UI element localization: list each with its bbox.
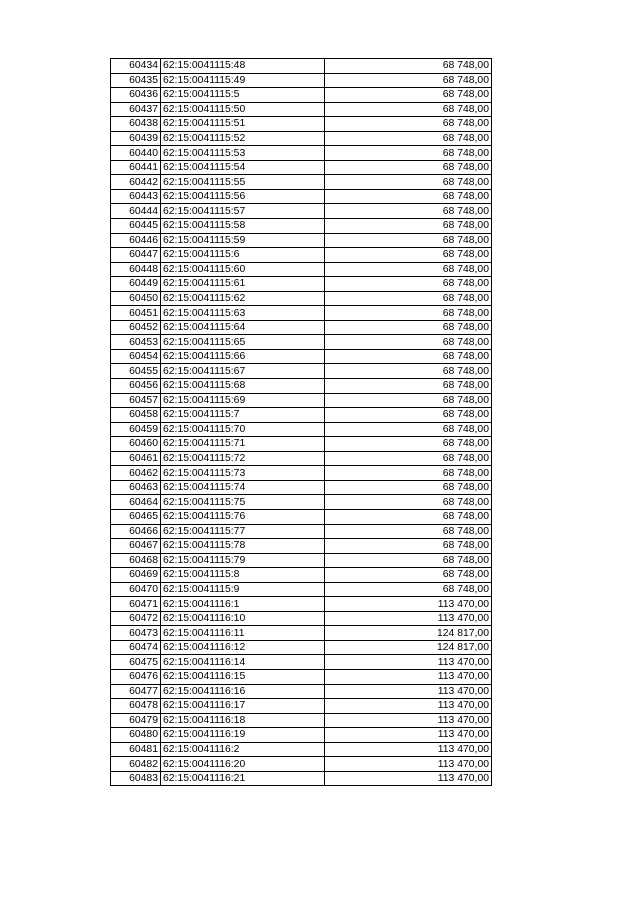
cadastral-value-cell: 68 748,00 — [325, 495, 492, 510]
cadastral-number-cell: 62:15:0041116:12 — [161, 640, 325, 655]
cadastral-number-cell: 62:15:0041115:76 — [161, 509, 325, 524]
cadastral-number-cell: 62:15:0041116:19 — [161, 728, 325, 743]
cadastral-value-cell: 68 748,00 — [325, 73, 492, 88]
row-number-cell: 60482 — [111, 757, 161, 772]
table-row — [111, 669, 492, 684]
table-row — [111, 684, 492, 699]
table-row — [111, 277, 492, 292]
cadastral-value-cell: 113 470,00 — [325, 684, 492, 699]
row-number-cell: 60464 — [111, 495, 161, 510]
row-number-cell: 60471 — [111, 597, 161, 612]
cadastral-value-cell: 68 748,00 — [325, 59, 492, 74]
cadastral-value-cell: 68 748,00 — [325, 88, 492, 103]
cadastral-number-cell: 62:15:0041115:9 — [161, 582, 325, 597]
table-row — [111, 320, 492, 335]
cadastral-number-cell: 62:15:0041115:7 — [161, 408, 325, 423]
cadastral-number-cell: 62:15:0041115:78 — [161, 539, 325, 554]
row-number-cell: 60435 — [111, 73, 161, 88]
cadastral-number-cell: 62:15:0041116:11 — [161, 626, 325, 641]
cadastral-number-cell: 62:15:0041115:74 — [161, 480, 325, 495]
cadastral-value-cell: 113 470,00 — [325, 699, 492, 714]
table-row — [111, 131, 492, 146]
table-row — [111, 742, 492, 757]
row-number-cell: 60453 — [111, 335, 161, 350]
row-number-cell: 60454 — [111, 349, 161, 364]
cadastral-value-cell: 68 748,00 — [325, 160, 492, 175]
cadastral-number-cell: 62:15:0041115:58 — [161, 219, 325, 234]
row-number-cell: 60437 — [111, 102, 161, 117]
table-row — [111, 393, 492, 408]
cadastral-number-cell: 62:15:0041115:71 — [161, 437, 325, 452]
cadastral-number-cell: 62:15:0041115:60 — [161, 262, 325, 277]
cadastral-number-cell: 62:15:0041115:68 — [161, 379, 325, 394]
cadastral-value-cell: 68 748,00 — [325, 233, 492, 248]
cadastral-number-cell: 62:15:0041115:70 — [161, 422, 325, 437]
table-row — [111, 451, 492, 466]
table-row — [111, 175, 492, 190]
table-row — [111, 102, 492, 117]
cadastral-value-cell: 68 748,00 — [325, 582, 492, 597]
row-number-cell: 60434 — [111, 59, 161, 74]
table-row — [111, 757, 492, 772]
cadastral-value-cell: 124 817,00 — [325, 640, 492, 655]
row-number-cell: 60462 — [111, 466, 161, 481]
cadastral-number-cell: 62:15:0041116:1 — [161, 597, 325, 612]
cadastral-value-cell: 68 748,00 — [325, 364, 492, 379]
cadastral-number-cell: 62:15:0041115:77 — [161, 524, 325, 539]
cadastral-number-cell: 62:15:0041116:17 — [161, 699, 325, 714]
cadastral-value-cell: 113 470,00 — [325, 713, 492, 728]
cadastral-value-cell: 68 748,00 — [325, 248, 492, 263]
row-number-cell: 60438 — [111, 117, 161, 132]
cadastral-value-cell: 68 748,00 — [325, 379, 492, 394]
row-number-cell: 60469 — [111, 568, 161, 583]
table-row — [111, 509, 492, 524]
cadastral-number-cell: 62:15:0041115:65 — [161, 335, 325, 350]
table-row — [111, 219, 492, 234]
table-row — [111, 582, 492, 597]
cadastral-value-table — [110, 58, 492, 786]
row-number-cell: 60444 — [111, 204, 161, 219]
cadastral-number-cell: 62:15:0041115:61 — [161, 277, 325, 292]
table-row — [111, 160, 492, 175]
row-number-cell: 60470 — [111, 582, 161, 597]
cadastral-number-cell: 62:15:0041115:57 — [161, 204, 325, 219]
cadastral-value-cell: 113 470,00 — [325, 771, 492, 786]
cadastral-number-cell: 62:15:0041115:64 — [161, 320, 325, 335]
row-number-cell: 60467 — [111, 539, 161, 554]
cadastral-number-cell: 62:15:0041116:16 — [161, 684, 325, 699]
cadastral-number-cell: 62:15:0041115:73 — [161, 466, 325, 481]
cadastral-value-cell: 68 748,00 — [325, 524, 492, 539]
cadastral-value-cell: 68 748,00 — [325, 408, 492, 423]
cadastral-number-cell: 62:15:0041116:10 — [161, 611, 325, 626]
row-number-cell: 60446 — [111, 233, 161, 248]
table-row — [111, 626, 492, 641]
cadastral-value-cell: 68 748,00 — [325, 509, 492, 524]
row-number-cell: 60447 — [111, 248, 161, 263]
cadastral-number-cell: 62:15:0041115:50 — [161, 102, 325, 117]
table-row — [111, 379, 492, 394]
cadastral-number-cell: 62:15:0041116:18 — [161, 713, 325, 728]
table-row — [111, 422, 492, 437]
table-row — [111, 262, 492, 277]
row-number-cell: 60450 — [111, 291, 161, 306]
row-number-cell: 60457 — [111, 393, 161, 408]
table-row — [111, 655, 492, 670]
cadastral-number-cell: 62:15:0041115:56 — [161, 189, 325, 204]
cadastral-value-cell: 113 470,00 — [325, 655, 492, 670]
row-number-cell: 60461 — [111, 451, 161, 466]
row-number-cell: 60477 — [111, 684, 161, 699]
table-body — [111, 59, 492, 786]
cadastral-number-cell: 62:15:0041116:20 — [161, 757, 325, 772]
row-number-cell: 60448 — [111, 262, 161, 277]
row-number-cell: 60474 — [111, 640, 161, 655]
row-number-cell: 60439 — [111, 131, 161, 146]
cadastral-value-cell: 68 748,00 — [325, 219, 492, 234]
cadastral-value-cell: 68 748,00 — [325, 306, 492, 321]
row-number-cell: 60476 — [111, 669, 161, 684]
cadastral-value-cell: 113 470,00 — [325, 757, 492, 772]
row-number-cell: 60478 — [111, 699, 161, 714]
table-row — [111, 204, 492, 219]
cadastral-number-cell: 62:15:0041116:15 — [161, 669, 325, 684]
cadastral-number-cell: 62:15:0041115:51 — [161, 117, 325, 132]
table-row — [111, 597, 492, 612]
cadastral-number-cell: 62:15:0041115:66 — [161, 349, 325, 364]
table-row — [111, 713, 492, 728]
cadastral-value-cell: 68 748,00 — [325, 117, 492, 132]
cadastral-value-cell: 68 748,00 — [325, 349, 492, 364]
row-number-cell: 60452 — [111, 320, 161, 335]
row-number-cell: 60456 — [111, 379, 161, 394]
row-number-cell: 60465 — [111, 509, 161, 524]
row-number-cell: 60459 — [111, 422, 161, 437]
cadastral-value-cell: 113 470,00 — [325, 728, 492, 743]
cadastral-value-cell: 68 748,00 — [325, 539, 492, 554]
cadastral-number-cell: 62:15:0041115:59 — [161, 233, 325, 248]
table-row — [111, 335, 492, 350]
table-row — [111, 117, 492, 132]
cadastral-value-cell: 68 748,00 — [325, 262, 492, 277]
cadastral-value-cell: 68 748,00 — [325, 451, 492, 466]
table-row — [111, 291, 492, 306]
row-number-cell: 60451 — [111, 306, 161, 321]
row-number-cell: 60468 — [111, 553, 161, 568]
table-row — [111, 364, 492, 379]
cadastral-number-cell: 62:15:0041115:6 — [161, 248, 325, 263]
cadastral-number-cell: 62:15:0041115:5 — [161, 88, 325, 103]
cadastral-value-cell: 68 748,00 — [325, 393, 492, 408]
cadastral-value-cell: 113 470,00 — [325, 742, 492, 757]
table-row — [111, 771, 492, 786]
row-number-cell: 60442 — [111, 175, 161, 190]
cadastral-number-cell: 62:15:0041115:48 — [161, 59, 325, 74]
row-number-cell: 60449 — [111, 277, 161, 292]
table-row — [111, 553, 492, 568]
cadastral-value-cell: 68 748,00 — [325, 335, 492, 350]
cadastral-value-cell: 113 470,00 — [325, 669, 492, 684]
table-row — [111, 611, 492, 626]
table-row — [111, 189, 492, 204]
row-number-cell: 60441 — [111, 160, 161, 175]
table-row — [111, 73, 492, 88]
row-number-cell: 60458 — [111, 408, 161, 423]
table-row — [111, 524, 492, 539]
row-number-cell: 60436 — [111, 88, 161, 103]
table-row — [111, 146, 492, 161]
cadastral-value-cell: 113 470,00 — [325, 597, 492, 612]
table-row — [111, 88, 492, 103]
table-row — [111, 495, 492, 510]
row-number-cell: 60443 — [111, 189, 161, 204]
cadastral-number-cell: 62:15:0041115:49 — [161, 73, 325, 88]
cadastral-value-cell: 68 748,00 — [325, 204, 492, 219]
table-row — [111, 233, 492, 248]
cadastral-number-cell: 62:15:0041115:79 — [161, 553, 325, 568]
cadastral-number-cell: 62:15:0041116:14 — [161, 655, 325, 670]
cadastral-value-cell: 68 748,00 — [325, 480, 492, 495]
table-row — [111, 568, 492, 583]
table-row — [111, 437, 492, 452]
cadastral-number-cell: 62:15:0041115:62 — [161, 291, 325, 306]
cadastral-value-cell: 68 748,00 — [325, 422, 492, 437]
cadastral-value-cell: 68 748,00 — [325, 175, 492, 190]
table-row — [111, 466, 492, 481]
cadastral-value-cell: 68 748,00 — [325, 320, 492, 335]
cadastral-value-cell: 68 748,00 — [325, 466, 492, 481]
cadastral-number-cell: 62:15:0041115:54 — [161, 160, 325, 175]
cadastral-value-cell: 68 748,00 — [325, 277, 492, 292]
row-number-cell: 60483 — [111, 771, 161, 786]
table-row — [111, 408, 492, 423]
table-row — [111, 59, 492, 74]
cadastral-value-cell: 124 817,00 — [325, 626, 492, 641]
row-number-cell: 60466 — [111, 524, 161, 539]
row-number-cell: 60440 — [111, 146, 161, 161]
row-number-cell: 60460 — [111, 437, 161, 452]
table-row — [111, 349, 492, 364]
table-row — [111, 306, 492, 321]
table-row — [111, 539, 492, 554]
row-number-cell: 60463 — [111, 480, 161, 495]
cadastral-value-cell: 113 470,00 — [325, 611, 492, 626]
cadastral-number-cell: 62:15:0041115:8 — [161, 568, 325, 583]
table-row — [111, 728, 492, 743]
cadastral-value-cell: 68 748,00 — [325, 291, 492, 306]
cadastral-value-cell: 68 748,00 — [325, 102, 492, 117]
cadastral-number-cell: 62:15:0041116:21 — [161, 771, 325, 786]
cadastral-value-cell: 68 748,00 — [325, 131, 492, 146]
row-number-cell: 60445 — [111, 219, 161, 234]
cadastral-number-cell: 62:15:0041115:55 — [161, 175, 325, 190]
row-number-cell: 60455 — [111, 364, 161, 379]
cadastral-number-cell: 62:15:0041115:75 — [161, 495, 325, 510]
cadastral-value-cell: 68 748,00 — [325, 189, 492, 204]
table-row — [111, 480, 492, 495]
table-row — [111, 699, 492, 714]
row-number-cell: 60480 — [111, 728, 161, 743]
row-number-cell: 60479 — [111, 713, 161, 728]
table-row — [111, 640, 492, 655]
cadastral-value-cell: 68 748,00 — [325, 146, 492, 161]
cadastral-number-cell: 62:15:0041115:53 — [161, 146, 325, 161]
cadastral-number-cell: 62:15:0041115:63 — [161, 306, 325, 321]
cadastral-number-cell: 62:15:0041115:67 — [161, 364, 325, 379]
cadastral-value-cell: 68 748,00 — [325, 568, 492, 583]
row-number-cell: 60472 — [111, 611, 161, 626]
row-number-cell: 60475 — [111, 655, 161, 670]
table-row — [111, 248, 492, 263]
cadastral-number-cell: 62:15:0041116:2 — [161, 742, 325, 757]
cadastral-number-cell: 62:15:0041115:72 — [161, 451, 325, 466]
row-number-cell: 60481 — [111, 742, 161, 757]
row-number-cell: 60473 — [111, 626, 161, 641]
cadastral-number-cell: 62:15:0041115:69 — [161, 393, 325, 408]
cadastral-number-cell: 62:15:0041115:52 — [161, 131, 325, 146]
cadastral-value-cell: 68 748,00 — [325, 437, 492, 452]
cadastral-value-cell: 68 748,00 — [325, 553, 492, 568]
